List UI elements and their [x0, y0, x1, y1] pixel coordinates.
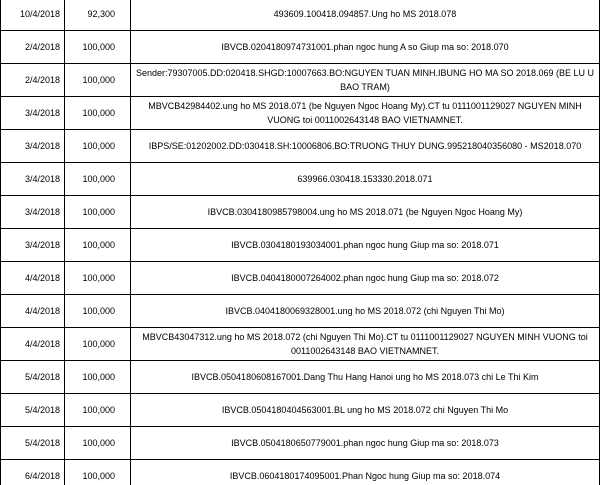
amount-cell: 100,000	[65, 328, 131, 361]
date-cell: 5/4/2018	[1, 361, 65, 394]
date-cell: 3/4/2018	[1, 196, 65, 229]
table-row	[1, 262, 600, 295]
table-row	[1, 196, 600, 229]
date-cell: 4/4/2018	[1, 262, 65, 295]
amount-cell: 100,000	[65, 31, 131, 64]
amount-cell: 100,000	[65, 460, 131, 485]
amount-cell: 100,000	[65, 295, 131, 328]
table-row	[1, 163, 600, 196]
description-cell: 639966.030418.153330.2018.071	[131, 163, 600, 196]
date-cell: 4/4/2018	[1, 328, 65, 361]
table-row	[1, 0, 600, 31]
table-row	[1, 460, 600, 485]
description-cell: Sender:79307005.DD:020418.SHGD:10007663.BO:NGUYEN TUAN MINH.IBUNG HO MA SO 2018.069 (BE LU U BAO TRAM)	[131, 64, 600, 97]
date-cell: 5/4/2018	[1, 427, 65, 460]
table-row	[1, 427, 600, 460]
description-cell: MBVCB43047312.ung ho MS 2018.072 (chi Nguyen Thi Mo).CT tu 0111001129027 NGUYEN MINH VUONG toi 0011002643148 BAO VIETNAMNET.	[131, 328, 600, 361]
description-cell: IBPS/SE:01202002.DD:030418.SH:10006806.BO:TRUONG THUY DUNG.995218040356080 - MS2018.070	[131, 130, 600, 163]
description-cell: IBVCB.0404180007264002.phan ngoc hung Giup ma so: 2018.072	[131, 262, 600, 295]
description-cell: 493609.100418.094857.Ung ho MS 2018.078	[131, 0, 600, 31]
table-row	[1, 97, 600, 130]
amount-cell: 100,000	[65, 163, 131, 196]
amount-cell: 100,000	[65, 229, 131, 262]
description-cell: IBVCB.0504180404563001.BL ung ho MS 2018.072 chi Nguyen Thi Mo	[131, 394, 600, 427]
description-cell: IBVCB.0204180974731001.phan ngoc hung A so Giup ma so: 2018.070	[131, 31, 600, 64]
table-row	[1, 229, 600, 262]
description-cell: IBVCB.0604180174095001.Phan Ngoc hung Giup ma so: 2018.074	[131, 460, 600, 485]
table-row	[1, 295, 600, 328]
table-row	[1, 64, 600, 97]
amount-cell: 100,000	[65, 97, 131, 130]
table-row	[1, 130, 600, 163]
amount-cell: 100,000	[65, 427, 131, 460]
date-cell: 5/4/2018	[1, 394, 65, 427]
date-cell: 4/4/2018	[1, 295, 65, 328]
amount-cell: 100,000	[65, 394, 131, 427]
amount-cell: 92,300	[65, 0, 131, 31]
amount-cell: 100,000	[65, 262, 131, 295]
table-body	[1, 0, 600, 485]
description-cell: IBVCB.0504180650779001.phan ngoc hung Giup ma so: 2018.073	[131, 427, 600, 460]
amount-cell: 100,000	[65, 130, 131, 163]
date-cell: 3/4/2018	[1, 130, 65, 163]
description-cell: IBVCB.0304180985798004.ung ho MS 2018.071 (be Nguyen Ngoc Hoang My)	[131, 196, 600, 229]
table-row	[1, 328, 600, 361]
table-row	[1, 361, 600, 394]
table-row	[1, 394, 600, 427]
date-cell: 2/4/2018	[1, 31, 65, 64]
table-row	[1, 31, 600, 64]
description-cell: IBVCB.0304180193034001.phan ngoc hung Giup ma so: 2018.071	[131, 229, 600, 262]
description-cell: IBVCB.0404180069328001.ung ho MS 2018.072 (chi Nguyen Thi Mo)	[131, 295, 600, 328]
description-cell: IBVCB.0504180608167001.Dang Thu Hang Hanoi ung ho MS 2018.073 chi Le Thi Kim	[131, 361, 600, 394]
amount-cell: 100,000	[65, 64, 131, 97]
amount-cell: 100,000	[65, 196, 131, 229]
date-cell: 3/4/2018	[1, 229, 65, 262]
date-cell: 3/4/2018	[1, 97, 65, 130]
date-cell: 3/4/2018	[1, 163, 65, 196]
description-cell: MBVCB42984402.ung ho MS 2018.071 (be Nguyen Ngoc Hoang My).CT tu 0111001129027 NGUYEN MINH VUONG toi 0011002643148 BAO VIETNAMNET.	[131, 97, 600, 130]
date-cell: 6/4/2018	[1, 460, 65, 485]
date-cell: 2/4/2018	[1, 64, 65, 97]
amount-cell: 100,000	[65, 361, 131, 394]
date-cell: 10/4/2018	[1, 0, 65, 31]
